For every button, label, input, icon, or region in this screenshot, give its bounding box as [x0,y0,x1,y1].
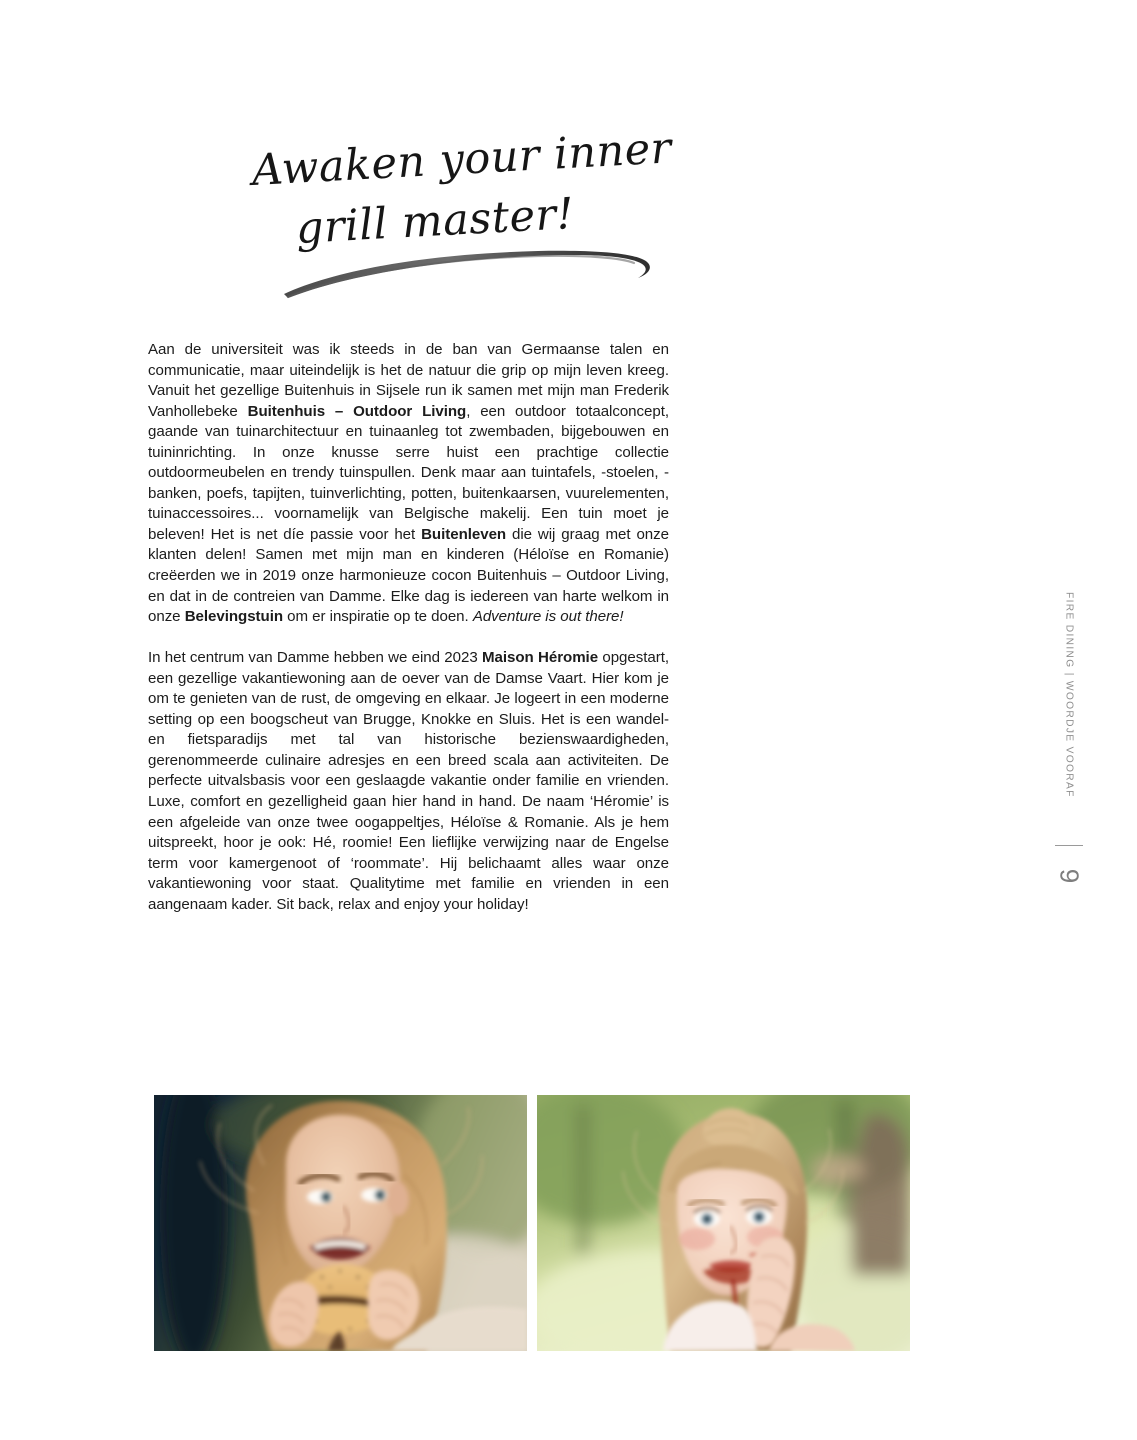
photo-girl-with-sauce [537,1095,910,1351]
headline-line-2: grill master! [294,188,576,254]
headline-block [148,123,708,308]
brush-swoosh-icon [276,244,676,306]
running-head [1060,592,1078,822]
photo-strip [154,1095,910,1351]
page-number-label: 9 [1054,868,1085,884]
emphasis-italic: Adventure is out there! [472,608,624,626]
page-number [1052,856,1086,896]
headline-line-1: Awaken your inner [250,123,673,196]
emphasis-bold: Buitenleven [421,525,507,543]
running-head-label: FIRE DINING | WOORDJE VOORAF [1063,592,1075,798]
emphasis-bold: Maison Héromie [482,649,599,667]
emphasis-bold: Belevingstuin [184,608,284,626]
photo-girl-eating-burger [154,1095,527,1351]
article-body [148,340,669,915]
emphasis-bold: Buitenhuis – Outdoor Living [247,402,467,420]
article-paragraph-2: In het centrum van Damme hebben we eind 2023 Maison Héromie opgestart, een gezellige vakantiewoning aan de oever van de Damse Vaart. Hier kom je om te genieten van de rust, de omgeving en elkaar. Je logeert in een moderne setting op een boogscheut van Brugge, Knokke en Sluis. Het is een wandel- en fietsparadijs met tal van historische bezienswaardigheden, gerenommeerde culinaire adresjes en een breed scala aan activiteiten. De perfecte uitvalsbasis voor een geslaagde vakantie onder familie en vrienden. Luxe, comfort en gezelligheid gaan hier hand in hand. De naam ‘Héromie’ is een afgeleide van onze twee oogappeltjes, Héloïse & Romanie. Als je hem uitspreekt, hoor je ook: Hé, roomie! Een lieflijke verwijzing naar de Engelse term voor kamergenoot of ‘roommate’. Hij belichaamt alles waar onze vakantiewoning voor staat. Qualitytime met familie en vrienden in een aangenaam kader. Sit back, relax and enjoy your holiday! [148,649,669,913]
folio-rule [1055,845,1083,846]
article-paragraph-1: Aan de universiteit was ik steeds in de ban van Germaanse talen en communicatie, maar uiteindelijk is het de natuur die grip op mijn leven kreeg. Vanuit het gezellige Buitenhuis in Sijsele run ik samen met mijn man Frederik Vanhollebeke Buitenhuis – Outdoor Living, een outdoor totaalconcept, gaande van tuinarchitectuur en tuinaanleg tot zwembaden, bijgebouwen en tuininrichting. In onze knusse serre huist een prachtige collectie outdoormeubelen en trendy tuinspullen. Denk maar aan tuintafels, -stoelen, -banken, poefs, tapijten, tuinverlichting, potten, buitenkaarsen, vuurelementen, tuinaccessoires... voornamelijk van Belgische makelij. Een tuin moet je beleven! Het is net díe passie voor het Buitenleven die wij graag met onze klanten delen! Samen met mijn man en kinderen (Héloïse en Romanie) creëerden we in 2019 onze harmonieuze cocon Buitenhuis – Outdoor Living, en dat in de contreien van Damme. Elke dag is iedereen van harte welkom in onze Belevingstuin om er inspiratie op te doen. Adventure is out there! [148,341,669,626]
